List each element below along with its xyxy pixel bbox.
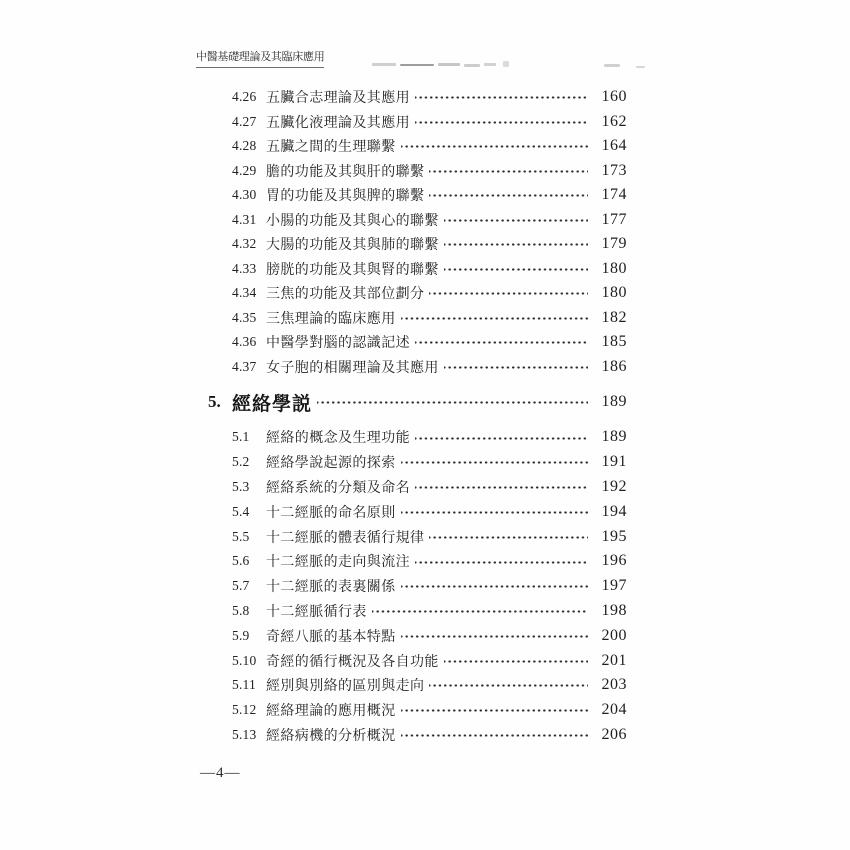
entry-title: 十二經脈循行表 (266, 604, 367, 620)
entry-title: 經絡的概念及生理功能 (266, 431, 410, 447)
entry-title: 十二經脈的表裏關係 (266, 580, 396, 596)
toc-section5-heading (208, 387, 627, 417)
toc-entry-row (232, 208, 627, 233)
dot-leader (429, 673, 588, 698)
entry-number: 4.33 (232, 260, 257, 276)
toc-entry-row (232, 549, 627, 574)
entry-number: 5.8 (232, 602, 250, 618)
entry-page-number: 189 (601, 428, 627, 446)
dot-leader (401, 450, 588, 475)
entry-title: 十二經脈的體表循行規律 (266, 530, 425, 546)
entry-page-number: 162 (601, 112, 627, 130)
entry-page-number: 203 (601, 676, 627, 694)
toc-entry-row (232, 723, 627, 748)
dot-leader (429, 159, 588, 184)
dot-leader (401, 623, 588, 648)
dot-leader (401, 134, 588, 159)
entry-page-number: 186 (601, 357, 627, 375)
section-page-number: 189 (601, 393, 627, 410)
folio-page-number: —4— (200, 765, 241, 781)
entry-page-number: 194 (601, 502, 627, 520)
dot-leader (401, 698, 588, 723)
dot-leader (444, 648, 588, 673)
toc-entry-row (232, 698, 627, 723)
toc-entry-row (232, 673, 627, 698)
toc-entry-row (232, 450, 627, 475)
entry-title: 小腸的功能及其與心的聯繫 (266, 213, 439, 229)
entry-title: 奇經的循行概況及各自功能 (266, 654, 439, 670)
entry-title: 胃的功能及其與脾的聯繫 (266, 189, 425, 205)
toc-entry-row (232, 110, 627, 135)
dot-leader (317, 387, 588, 417)
dot-leader (401, 306, 588, 331)
toc-entry-row (232, 134, 627, 159)
toc-entry-row (232, 85, 627, 110)
entry-page-number: 173 (601, 161, 627, 179)
dot-leader (415, 549, 588, 574)
entry-number: 5.5 (232, 528, 250, 544)
entry-title: 膀胱的功能及其與腎的聯繫 (266, 262, 439, 278)
entry-page-number: 197 (601, 577, 627, 595)
entry-number: 4.32 (232, 236, 257, 252)
entry-number: 4.34 (232, 285, 257, 301)
entry-number: 4.27 (232, 113, 257, 129)
toc-entry-row (232, 281, 627, 306)
entry-number: 5.3 (232, 478, 250, 494)
entry-title: 經絡系統的分類及命名 (266, 480, 410, 496)
entry-page-number: 182 (601, 308, 627, 326)
entry-title: 五臟化液理論及其應用 (266, 115, 410, 131)
entry-number: 5.9 (232, 627, 250, 643)
section-number: 5. (208, 392, 221, 411)
entry-number: 5.12 (232, 702, 257, 718)
entry-title: 女子胞的相關理論及其應用 (266, 360, 439, 376)
toc-entry-row (232, 574, 627, 599)
entry-title: 三焦的功能及其部位劃分 (266, 287, 425, 303)
section-title: 經絡學説 (232, 393, 313, 415)
toc-entry-row (232, 355, 627, 380)
entry-page-number: 174 (601, 186, 627, 204)
smudge-mark (484, 63, 496, 66)
dot-leader (444, 257, 588, 282)
entry-number: 4.35 (232, 309, 257, 325)
toc-entry-row (232, 330, 627, 355)
toc-entry-row (232, 623, 627, 648)
entry-title: 十二經脈的命名原則 (266, 505, 396, 521)
entry-page-number: 206 (601, 725, 627, 743)
smudge-mark (464, 64, 480, 67)
dot-leader (401, 723, 588, 748)
dot-leader (415, 425, 588, 450)
toc-entry-row (232, 159, 627, 184)
smudge-mark (372, 63, 396, 66)
entry-number: 4.31 (232, 211, 257, 227)
toc-entry-row (232, 232, 627, 257)
entry-title: 三焦理論的臨床應用 (266, 311, 396, 327)
dot-leader (415, 330, 588, 355)
dot-leader (429, 524, 588, 549)
dot-leader (415, 85, 588, 110)
smudge-mark (636, 66, 645, 68)
entry-number: 5.1 (232, 429, 250, 445)
entry-title: 膽的功能及其與肝的聯繫 (266, 164, 425, 180)
entry-title: 經絡學說起源的探索 (266, 456, 396, 472)
entry-title: 五臟合志理論及其應用 (266, 91, 410, 107)
entry-number: 5.6 (232, 553, 250, 569)
entry-page-number: 180 (601, 259, 627, 277)
toc-entry-row (232, 524, 627, 549)
entry-number: 5.4 (232, 503, 250, 519)
dot-leader (429, 183, 588, 208)
entry-number: 4.30 (232, 187, 257, 203)
dot-leader (372, 599, 588, 624)
toc-entry-row (232, 425, 627, 450)
entry-number: 5.10 (232, 652, 257, 668)
entry-title: 經絡理論的應用概況 (266, 704, 396, 720)
toc-entry-row (232, 599, 627, 624)
toc-entry-row (232, 257, 627, 282)
entry-number: 5.7 (232, 578, 250, 594)
dot-leader (444, 208, 588, 233)
entry-title: 奇經八脈的基本特點 (266, 629, 396, 645)
entry-title: 五臟之間的生理聯繫 (266, 140, 396, 156)
entry-page-number: 180 (601, 284, 627, 302)
dot-leader (415, 475, 588, 500)
entry-title: 經別與別絡的區別與走向 (266, 679, 425, 695)
table-of-contents (208, 85, 627, 747)
entry-page-number: 196 (601, 552, 627, 570)
entry-page-number: 200 (601, 626, 627, 644)
toc-entry-row (232, 306, 627, 331)
toc-entry-row (232, 183, 627, 208)
smudge-mark (400, 64, 434, 66)
entry-number: 4.26 (232, 89, 257, 105)
entry-title: 十二經脈的走向與流注 (266, 555, 410, 571)
entry-page-number: 192 (601, 477, 627, 495)
smudge-mark (438, 63, 460, 66)
entry-number: 4.29 (232, 162, 257, 178)
entry-page-number: 191 (601, 453, 627, 471)
entry-page-number: 160 (601, 88, 627, 106)
dot-leader (429, 281, 588, 306)
dot-leader (444, 232, 588, 257)
entry-title: 中醫學對腦的認識記述 (266, 336, 410, 352)
entry-page-number: 204 (601, 701, 627, 719)
entry-page-number: 185 (601, 333, 627, 351)
smudge-mark (503, 61, 509, 67)
dot-leader (401, 574, 588, 599)
dot-leader (444, 355, 588, 380)
entry-number: 5.13 (232, 726, 257, 742)
entry-page-number: 198 (601, 601, 627, 619)
toc-section4-list (208, 85, 627, 379)
entry-title: 經絡病機的分析概況 (266, 728, 396, 744)
dot-leader (415, 110, 588, 135)
dot-leader (401, 499, 588, 524)
entry-page-number: 201 (601, 651, 627, 669)
entry-page-number: 177 (601, 210, 627, 228)
entry-number: 5.11 (232, 677, 256, 693)
smudge-mark (604, 64, 620, 67)
toc-entry-row (232, 475, 627, 500)
toc-entry-row (232, 648, 627, 673)
entry-number: 4.37 (232, 358, 257, 374)
entry-number: 5.2 (232, 454, 250, 470)
entry-number: 4.28 (232, 138, 257, 154)
toc-entry-row (232, 499, 627, 524)
entry-page-number: 179 (601, 235, 627, 253)
entry-page-number: 164 (601, 137, 627, 155)
entry-number: 4.36 (232, 334, 257, 350)
entry-page-number: 195 (601, 527, 627, 545)
toc-section5-list (208, 425, 627, 747)
running-head-title: 中醫基礎理論及其臨床應用 (196, 48, 324, 68)
entry-title: 大腸的功能及其與肺的聯繫 (266, 238, 439, 254)
